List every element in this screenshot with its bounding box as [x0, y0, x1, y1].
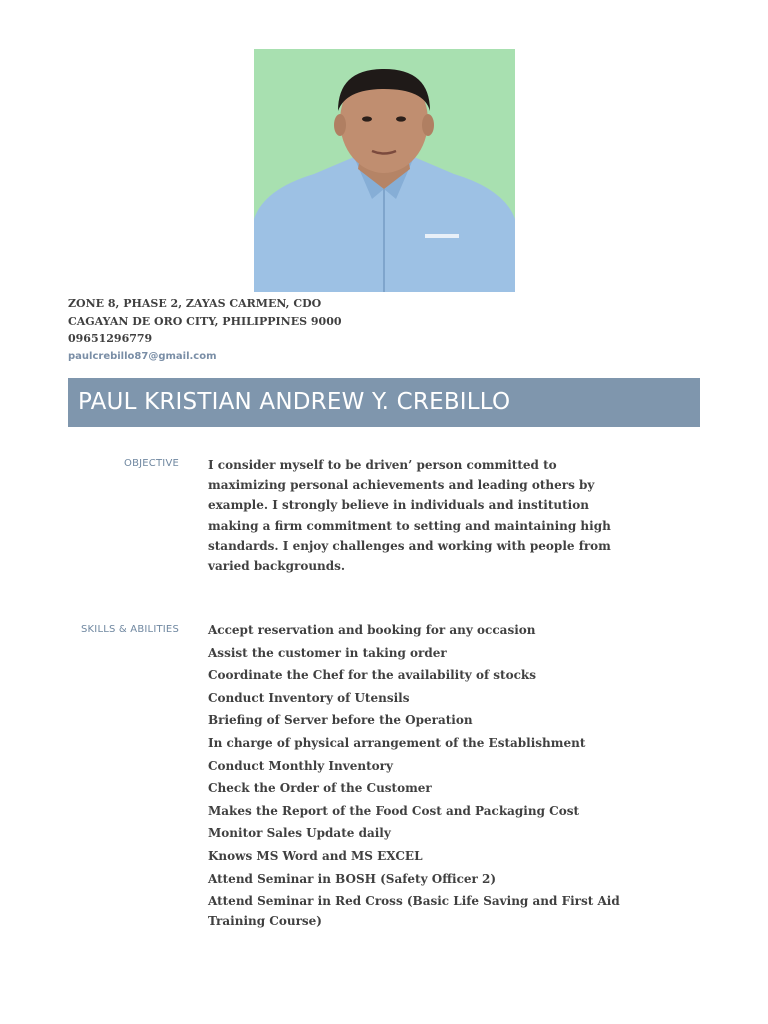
list-item: Monitor Sales Update daily — [208, 826, 391, 841]
phone-number: 09651296779 — [68, 332, 153, 345]
address-line-2: CAGAYAN DE ORO CITY, PHILIPPINES 9000 — [68, 314, 342, 328]
address-line-1: ZONE 8, PHASE 2, ZAYAS CARMEN, CDO — [68, 297, 322, 310]
objective-label: OBJECTIVE — [124, 458, 179, 469]
list-item: Knows MS Word and MS EXCEL — [208, 848, 423, 863]
list-item: Attend Seminar in BOSH (Safety Officer 2) — [208, 871, 497, 886]
applicant-name: PAUL KRISTIAN ANDREW Y. CREBILLO — [78, 389, 511, 415]
objective-text: I consider myself to be driven’ person committed to maximizing personal achievements and leading others by example. I strongly believe in individuals and institution making a firm commitment to setting and maintaining high standards. I enjoy challenges and working with people from varied backgrounds. — [208, 458, 611, 574]
email-link[interactable]: paulcrebillo87@gmail.com — [68, 350, 217, 362]
list-item: Makes the Report of the Food Cost and Packaging Cost — [208, 803, 579, 818]
list-item: Check the Order of the Customer — [208, 781, 432, 796]
skills-list — [208, 620, 628, 934]
skills-label: SKILLS & ABILITIES — [81, 624, 179, 635]
profile-photo-illustration — [254, 49, 515, 292]
list-item: Assist the customer in taking order — [208, 645, 447, 660]
list-item: Briefing of Server before the Operation — [208, 713, 473, 728]
list-item: Accept reservation and booking for any occasion — [208, 623, 536, 637]
list-item: In charge of physical arrangement of the Establishment — [208, 735, 586, 750]
list-item: Attend Seminar in Red Cross (Basic Life Saving and First Aid Training Course) — [208, 894, 620, 929]
contact-block — [68, 295, 342, 365]
list-item: Conduct Monthly Inventory — [208, 758, 393, 773]
name-banner — [68, 378, 700, 427]
list-item: Coordinate the Chef for the availability of stocks — [208, 668, 536, 683]
profile-photo — [254, 49, 515, 292]
list-item: Conduct Inventory of Utensils — [208, 690, 410, 705]
